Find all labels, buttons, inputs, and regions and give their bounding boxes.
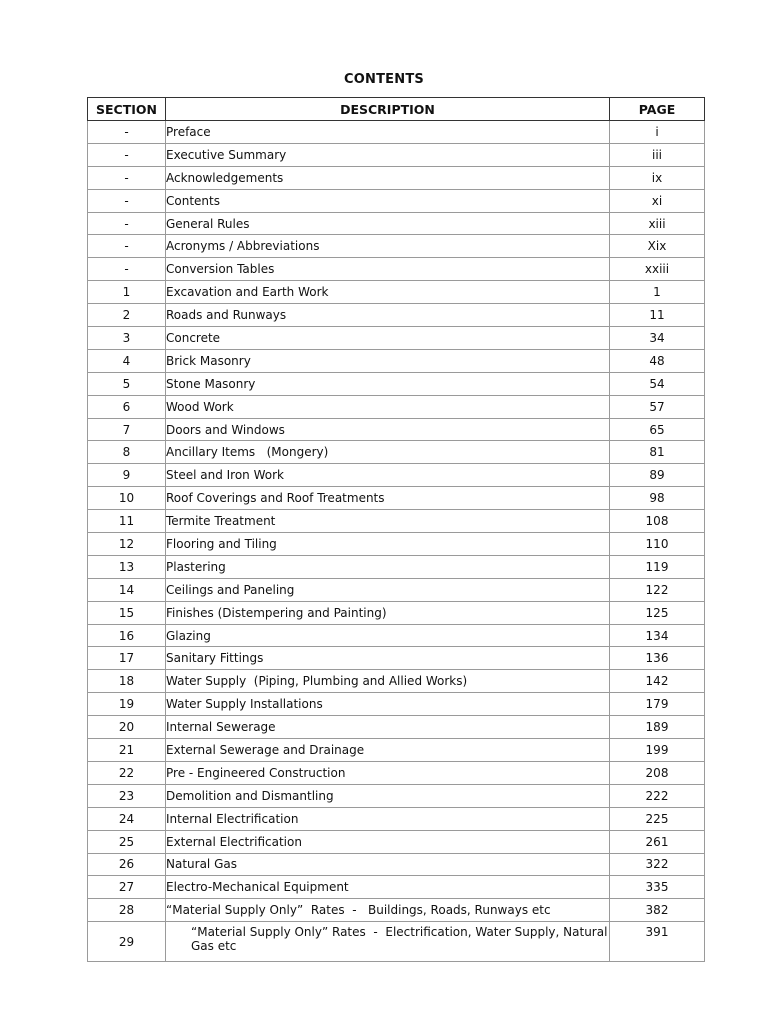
description-cell: Finishes (Distempering and Painting) [166,601,610,624]
description-cell: “Material Supply Only” Rates - Electrification, Water Supply, Natural Gas etc [166,922,610,962]
description-cell: Natural Gas [166,853,610,876]
page-cell: 322 [610,853,705,876]
description-cell: Concrete [166,327,610,350]
section-cell: - [88,212,166,235]
section-cell: 4 [88,349,166,372]
page-cell: 142 [610,670,705,693]
page-cell: iii [610,143,705,166]
table-row [88,533,705,556]
table-header-row [88,98,705,121]
section-cell: 12 [88,533,166,556]
table-row [88,143,705,166]
table-row [88,258,705,281]
page-cell: 136 [610,647,705,670]
description-cell: Doors and Windows [166,418,610,441]
table-row [88,578,705,601]
section-cell: 28 [88,899,166,922]
section-cell: 7 [88,418,166,441]
section-cell: - [88,258,166,281]
page-cell: 261 [610,830,705,853]
table-row [88,189,705,212]
table-row [88,372,705,395]
section-cell: 18 [88,670,166,693]
description-cell: Roof Coverings and Roof Treatments [166,487,610,510]
table-row [88,212,705,235]
description-cell: Roads and Runways [166,304,610,327]
table-row [88,830,705,853]
description-cell: Glazing [166,624,610,647]
header-page: PAGE [610,98,705,121]
table-row [88,510,705,533]
section-cell: 29 [88,922,166,962]
section-cell: 10 [88,487,166,510]
section-cell: 23 [88,784,166,807]
description-cell: Ancillary Items (Mongery) [166,441,610,464]
description-cell: Sanitary Fittings [166,647,610,670]
section-cell: 13 [88,555,166,578]
table-row [88,418,705,441]
section-cell: - [88,189,166,212]
page-cell: 110 [610,533,705,556]
table-row [88,487,705,510]
description-cell: Contents [166,189,610,212]
contents-table [87,97,705,962]
table-row [88,670,705,693]
section-cell: 20 [88,716,166,739]
description-cell: External Electrification [166,830,610,853]
section-cell: - [88,121,166,144]
page-cell: 34 [610,327,705,350]
description-cell: Demolition and Dismantling [166,784,610,807]
description-cell: Internal Sewerage [166,716,610,739]
page-cell: 222 [610,784,705,807]
table-row [88,121,705,144]
table-row [88,784,705,807]
table-row [88,899,705,922]
page-cell: 89 [610,464,705,487]
page-cell: 48 [610,349,705,372]
page-cell: 189 [610,716,705,739]
section-cell: - [88,235,166,258]
table-row [88,395,705,418]
description-cell: Acronyms / Abbreviations [166,235,610,258]
header-section: SECTION [88,98,166,121]
table-row [88,304,705,327]
description-cell: “Material Supply Only” Rates - Buildings, Roads, Runways etc [166,899,610,922]
section-cell: 25 [88,830,166,853]
page-cell: 199 [610,739,705,762]
description-cell: Electro-Mechanical Equipment [166,876,610,899]
page-cell: 98 [610,487,705,510]
section-cell: 22 [88,761,166,784]
page-cell: 125 [610,601,705,624]
page-cell: i [610,121,705,144]
description-cell: Brick Masonry [166,349,610,372]
table-row [88,853,705,876]
page-cell: 391 [610,922,705,962]
page-cell: 335 [610,876,705,899]
table-row [88,441,705,464]
page-cell: 179 [610,693,705,716]
page-cell: 134 [610,624,705,647]
page-cell: 65 [610,418,705,441]
section-cell: 3 [88,327,166,350]
description-cell: Acknowledgements [166,166,610,189]
page-cell: 382 [610,899,705,922]
page-cell: 225 [610,807,705,830]
table-row [88,235,705,258]
page-cell: xxiii [610,258,705,281]
section-cell: 16 [88,624,166,647]
table-row [88,716,705,739]
section-cell: 5 [88,372,166,395]
section-cell: 8 [88,441,166,464]
page-cell: 208 [610,761,705,784]
page-cell: 11 [610,304,705,327]
table-row [88,464,705,487]
page-cell: 119 [610,555,705,578]
description-cell: Executive Summary [166,143,610,166]
page-cell: 108 [610,510,705,533]
description-cell: Conversion Tables [166,258,610,281]
table-row [88,601,705,624]
section-cell: 2 [88,304,166,327]
description-cell: Internal Electrification [166,807,610,830]
table-row [88,281,705,304]
page-cell: xi [610,189,705,212]
page-cell: 1 [610,281,705,304]
description-cell: Water Supply Installations [166,693,610,716]
page-cell: 81 [610,441,705,464]
section-cell: 17 [88,647,166,670]
table-row [88,555,705,578]
description-cell: General Rules [166,212,610,235]
table-row [88,693,705,716]
description-cell: Ceilings and Paneling [166,578,610,601]
description-cell: Termite Treatment [166,510,610,533]
contents-table-body [88,121,705,962]
description-cell: Steel and Iron Work [166,464,610,487]
table-row [88,349,705,372]
description-cell: Pre - Engineered Construction [166,761,610,784]
page-cell: 54 [610,372,705,395]
section-cell: 26 [88,853,166,876]
description-cell: External Sewerage and Drainage [166,739,610,762]
table-row [88,761,705,784]
page-cell: xiii [610,212,705,235]
section-cell: 24 [88,807,166,830]
page-cell: ix [610,166,705,189]
page-cell: Xix [610,235,705,258]
description-cell: Flooring and Tiling [166,533,610,556]
table-row [88,739,705,762]
page-cell: 122 [610,578,705,601]
section-cell: 1 [88,281,166,304]
table-row [88,876,705,899]
table-row [88,166,705,189]
table-row [88,624,705,647]
table-row [88,647,705,670]
section-cell: 27 [88,876,166,899]
section-cell: 6 [88,395,166,418]
section-cell: 9 [88,464,166,487]
section-cell: 14 [88,578,166,601]
page-title: CONTENTS [344,72,424,87]
description-cell: Water Supply (Piping, Plumbing and Allied Works) [166,670,610,693]
section-cell: - [88,143,166,166]
table-row [88,922,705,962]
description-cell: Stone Masonry [166,372,610,395]
section-cell: - [88,166,166,189]
description-cell: Plastering [166,555,610,578]
section-cell: 15 [88,601,166,624]
description-cell: Wood Work [166,395,610,418]
table-row [88,807,705,830]
description-cell: Excavation and Earth Work [166,281,610,304]
section-cell: 21 [88,739,166,762]
table-row [88,327,705,350]
section-cell: 19 [88,693,166,716]
section-cell: 11 [88,510,166,533]
page-cell: 57 [610,395,705,418]
description-cell: Preface [166,121,610,144]
header-description: DESCRIPTION [166,98,610,121]
